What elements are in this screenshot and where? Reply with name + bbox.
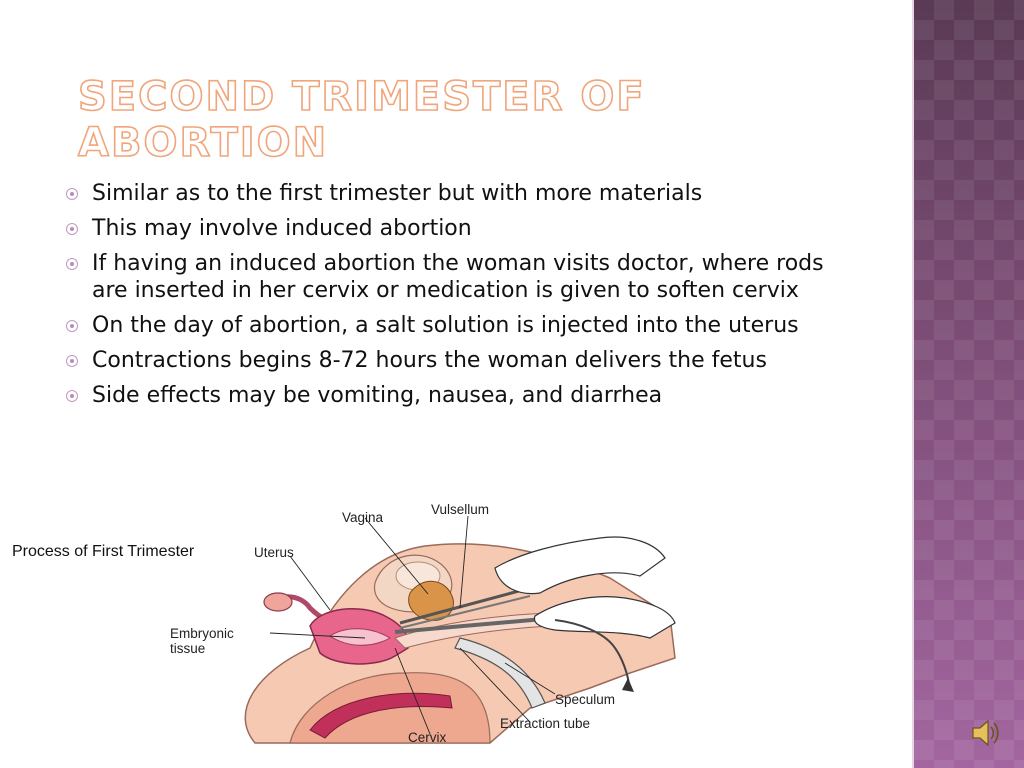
label-uterus: Uterus <box>254 545 294 560</box>
image-caption: Process of First Trimester <box>12 543 195 560</box>
slide-title: SECOND TRIMESTER OF ABORTION <box>78 74 646 166</box>
bullet-list <box>62 180 852 417</box>
circle-dot-bullet-icon <box>66 390 78 402</box>
label-extraction-tube: Extraction tube <box>500 716 591 731</box>
speaker-icon[interactable] <box>970 716 1000 750</box>
bullet-item <box>62 250 852 304</box>
bullet-item <box>62 382 852 409</box>
circle-dot-bullet-icon <box>66 320 78 332</box>
bullet-item <box>62 180 852 207</box>
decorative-side-band <box>912 0 1024 768</box>
label-vagina: Vagina <box>342 510 384 525</box>
bullet-text: Side effects may be vomiting, nausea, and diarrhea <box>92 383 663 408</box>
bullet-text: Similar as to the first trimester but with more materials <box>92 181 703 206</box>
bullet-text: Contractions begins 8-72 hours the woman delivers the fetus <box>92 348 767 373</box>
anatomy-diagram <box>160 498 680 748</box>
bullet-item <box>62 215 852 242</box>
label-embryonic: Embryonic <box>170 626 234 641</box>
bullet-text: If having an induced abortion the woman visits doctor, where rods are inserted in her cervix or medication is given to soften cervix <box>92 251 824 303</box>
label-speculum: Speculum <box>555 692 616 707</box>
circle-dot-bullet-icon <box>66 188 78 200</box>
circle-dot-bullet-icon <box>66 223 78 235</box>
label-cervix: Cervix <box>408 730 447 745</box>
bullet-text: This may involve induced abortion <box>92 216 472 241</box>
ovary <box>264 593 292 611</box>
label-vulsellum: Vulsellum <box>431 502 490 517</box>
bullet-item <box>62 312 852 339</box>
bullet-item <box>62 347 852 374</box>
circle-dot-bullet-icon <box>66 258 78 270</box>
bullet-text: On the day of abortion, a salt solution is injected into the uterus <box>92 313 799 338</box>
circle-dot-bullet-icon <box>66 355 78 367</box>
label-tissue: tissue <box>170 641 206 656</box>
